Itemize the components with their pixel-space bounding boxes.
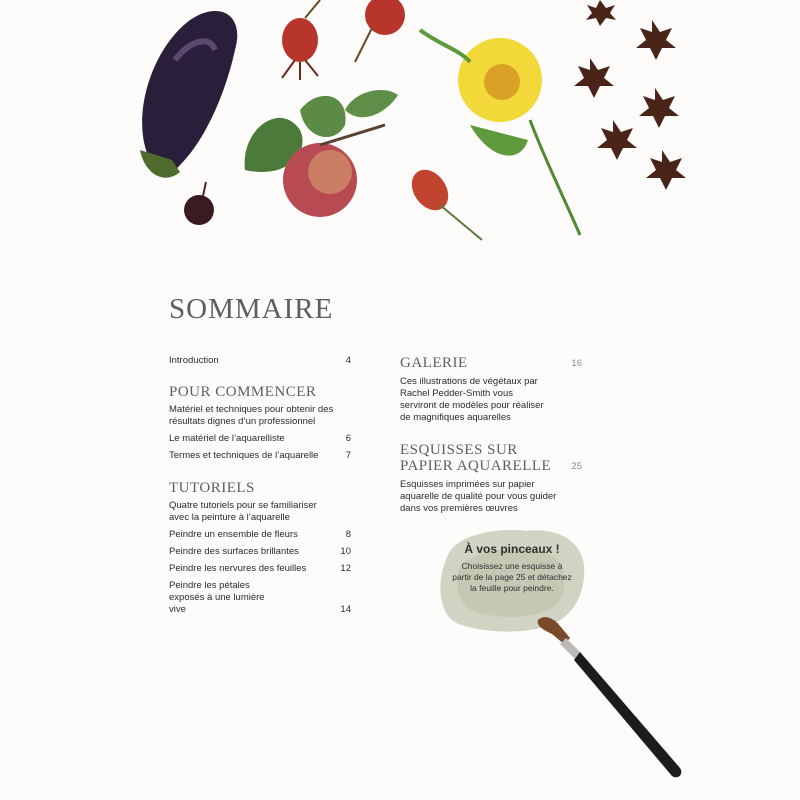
- section-title-galerie: GALERIE: [400, 355, 468, 371]
- toc-entry-page: 7: [345, 450, 351, 461]
- toc-entry[interactable]: [169, 580, 351, 616]
- toc-entry-label: Peindre un ensemble de fleurs: [169, 529, 298, 540]
- section-title-esquisses: ESQUISSES SUR PAPIER AQUARELLE: [400, 442, 552, 474]
- section-description: Ces illustrations de végétaux par Rachel Pedder-Smith vous serviront de modèles pour réaliser de magnifiques aquarelles: [400, 376, 544, 423]
- toc-entry-label: Le matériel de l’aquarelliste: [169, 433, 285, 444]
- toc-right-column: [400, 355, 582, 515]
- star-anise-illustration: [574, 0, 686, 190]
- toc-entry[interactable]: [169, 563, 351, 575]
- section-title-tutoriels: TUTORIELS: [169, 480, 255, 496]
- toc-entry-label: Peindre des surfaces brillantes: [169, 546, 299, 557]
- toc-entry[interactable]: [169, 433, 351, 445]
- paintbrush-illustration: [530, 608, 690, 788]
- toc-entry-page: 25: [571, 461, 582, 472]
- toc-entry-page: 12: [340, 563, 351, 574]
- toc-entry-page: 14: [340, 604, 351, 615]
- callout-title: À vos pinceaux !: [464, 542, 560, 556]
- toc-entry-page: 4: [345, 355, 351, 366]
- toc-entry-label: Termes et techniques de l’aquarelle: [169, 450, 319, 461]
- botanical-illustrations: [0, 0, 800, 250]
- toc-entry-page: 8: [345, 529, 351, 540]
- section-description: Matériel et techniques pour obtenir des résultats dignes d’un professionnel: [169, 404, 334, 427]
- toc-entry-introduction[interactable]: [169, 355, 351, 367]
- section-galerie[interactable]: [400, 355, 582, 371]
- toc-entry-page: 10: [340, 546, 351, 557]
- eggplant-illustration: [140, 11, 237, 178]
- toc-entry-label: Peindre les pétales exposés à une lumière vive: [169, 580, 265, 615]
- toc-entry-page: 6: [345, 433, 351, 444]
- toc-entry-page: 16: [571, 358, 582, 369]
- toc-entry-label: Introduction: [169, 355, 219, 366]
- section-description: Esquisses imprimées sur papier aquarelle de qualité pour vous guider dans vos premières œuvres: [400, 479, 557, 514]
- toc-entry[interactable]: [169, 450, 351, 462]
- toc-left-column: [169, 355, 351, 616]
- section-esquisses[interactable]: [400, 442, 582, 474]
- toc-entry[interactable]: [169, 529, 351, 541]
- callout: [452, 542, 572, 594]
- toc-entry-label: Peindre les nervures des feuilles: [169, 563, 307, 574]
- section-description: Quatre tutoriels pour se familiariser avec la peinture à l’aquarelle: [169, 500, 317, 523]
- callout-body: Choisissez une esquisse à partir de la page 25 et détachez la feuille pour peindre.: [452, 561, 572, 593]
- apple-illustration: [245, 90, 398, 217]
- section-title-pour-commencer: POUR COMMENCER: [169, 384, 317, 400]
- berry-illustration: [184, 182, 214, 225]
- toc-entry[interactable]: [169, 546, 351, 558]
- page-title: SOMMAIRE: [169, 293, 334, 325]
